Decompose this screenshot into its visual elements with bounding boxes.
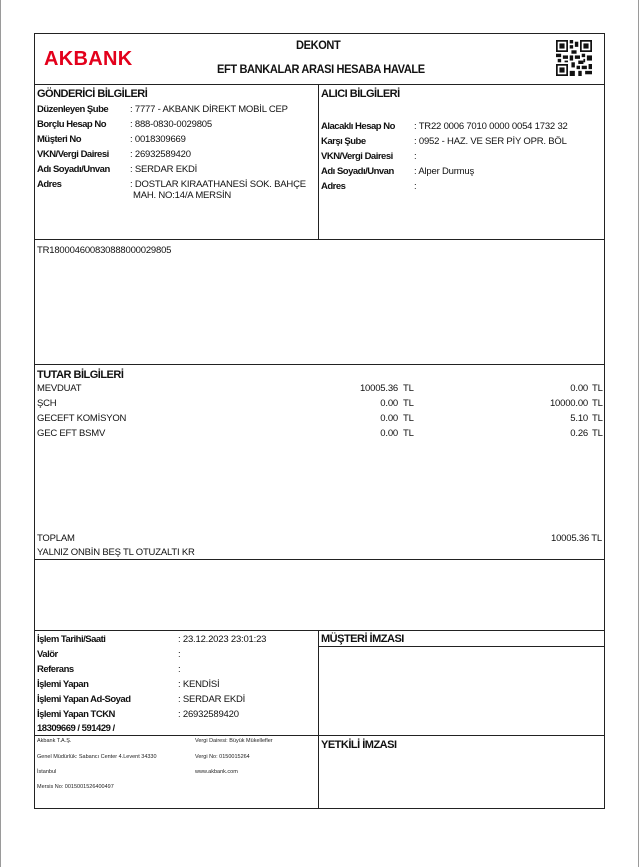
amount-credit-sch: 10000.00: [549, 398, 588, 409]
sender-value-customer-no: : 0018309669: [130, 134, 186, 145]
transaction-label-reference: Referans: [37, 664, 74, 675]
amount-label-sch: ŞCH: [37, 398, 57, 409]
divider: [34, 735, 605, 736]
amount-in-words: YALNIZ ONBİN BEŞ TL OTUZALTI KR: [37, 547, 195, 558]
amount-debit-commission: 0.00: [380, 413, 398, 424]
amount-credit-currency-commission: TL: [592, 413, 603, 424]
sender-heading: GÖNDERİCİ BİLGİLERİ: [37, 88, 148, 100]
divider: [34, 364, 605, 365]
transaction-value-performer-name: : SERDAR EKDİ: [178, 694, 246, 705]
divider: [318, 646, 605, 647]
receiver-label-tax: VKN/Vergi Dairesi: [321, 151, 393, 162]
akbank-logo: AKBANK: [44, 48, 133, 70]
receiver-value-address: :: [414, 181, 417, 192]
divider: [318, 630, 319, 809]
receiver-label-address: Adres: [321, 181, 346, 192]
receiver-label-account: Alacaklı Hesap No: [321, 121, 395, 132]
amount-credit-deposit: 0.00: [570, 383, 588, 394]
amount-credit-bsmv: 0.26: [570, 428, 588, 439]
footer-tax-office: Vergi Dairesi: Büyük Mükellefler: [195, 738, 273, 744]
transaction-ref-code: 18309669 / 591429 /: [37, 723, 115, 734]
transaction-value-value-date: :: [178, 649, 181, 660]
amount-debit-sch: 0.00: [380, 398, 398, 409]
transaction-label-performer: İşlemi Yapan: [37, 679, 89, 690]
amount-debit-deposit: 10005.36: [359, 383, 398, 394]
receiver-value-tax: :: [414, 151, 417, 162]
transaction-label-date: İşlem Tarihi/Saati: [37, 634, 106, 645]
amount-credit-currency-deposit: TL: [592, 383, 603, 394]
sender-label-tax: VKN/Vergi Dairesi: [37, 149, 109, 160]
sender-label-account: Borçlu Hesap No: [37, 119, 107, 130]
sender-label-branch: Düzenleyen Şube: [37, 104, 109, 115]
footer-bank-name: Akbank T.A.Ş.: [37, 738, 72, 744]
divider: [34, 559, 605, 560]
amount-debit-currency-deposit: TL: [403, 383, 414, 394]
receiver-heading: ALICI BİLGİLERİ: [321, 88, 400, 100]
receiver-value-account: : TR22 0006 7010 0000 0054 1732 32: [414, 121, 568, 132]
footer-bank-address: Genel Müdürlük: Sabancı Center 4.Levent 34330: [37, 754, 157, 760]
sender-value-tax: : 26932589420: [130, 149, 191, 160]
divider: [34, 239, 605, 240]
amount-debit-currency-commission: TL: [403, 413, 414, 424]
qr-code-icon: [556, 40, 592, 76]
customer-signature-label: MÜŞTERİ İMZASI: [321, 633, 404, 645]
document-subtitle: EFT BANKALAR ARASI HESABA HAVALE: [217, 62, 425, 76]
divider: [34, 84, 605, 85]
document-title: DEKONT: [296, 38, 341, 52]
amount-label-bsmv: GEC EFT BSMV: [37, 428, 106, 439]
receiver-value-name: : Alper Durmuş: [414, 166, 475, 177]
authorized-signature-label: YETKİLİ İMZASI: [321, 739, 397, 751]
divider: [318, 84, 319, 240]
sender-label-address: Adres: [37, 179, 62, 190]
sender-label-name: Adı Soyadı/Unvan: [37, 164, 110, 175]
amount-heading: TUTAR BİLGİLERİ: [37, 369, 124, 381]
transaction-label-performer-name: İşlemi Yapan Ad-Soyad: [37, 694, 131, 705]
footer-mersis-no: Mersis No: 0015001526400497: [37, 784, 114, 790]
transfer-description: TR180004600830888000029805: [37, 245, 172, 256]
sender-value-account: : 888-0830-0029805: [130, 119, 212, 130]
amount-credit-commission: 5.10: [570, 413, 588, 424]
transaction-label-performer-tckn: İşlemi Yapan TCKN: [37, 709, 115, 720]
amount-label-commission: GECEFT KOMİSYON: [37, 413, 127, 424]
receiver-value-branch: : 0952 - HAZ. VE SER PİY OPR. BÖL: [414, 136, 567, 147]
receiver-label-name: Adı Soyadı/Unvan: [321, 166, 394, 177]
sender-value-name: : SERDAR EKDİ: [130, 164, 198, 175]
total-label: TOPLAM: [37, 533, 75, 544]
divider: [34, 630, 605, 631]
footer-tax-no: Vergi No: 0150015264: [195, 754, 250, 760]
footer-bank-city: İstanbul: [37, 769, 57, 775]
transaction-value-performer: : KENDİSİ: [178, 679, 220, 690]
amount-debit-currency-sch: TL: [403, 398, 414, 409]
footer-website: www.akbank.com: [195, 769, 238, 775]
amount-credit-currency-bsmv: TL: [592, 428, 603, 439]
total-value: 10005.36 TL: [551, 533, 602, 544]
transaction-value-performer-tckn: : 26932589420: [178, 709, 239, 720]
transaction-value-reference: :: [178, 664, 181, 675]
amount-credit-currency-sch: TL: [592, 398, 603, 409]
sender-value-address: : DOSTLAR KIRAATHANESİ SOK. BAHÇE: [130, 179, 306, 190]
receiver-label-branch: Karşı Şube: [321, 136, 366, 147]
sender-value-branch: : 7777 - AKBANK DİREKT MOBİL CEP: [130, 104, 288, 115]
sender-label-customer-no: Müşteri No: [37, 134, 82, 145]
transaction-value-date: : 23.12.2023 23:01:23: [178, 634, 267, 645]
sender-value-address-line2: MAH. NO:14/A MERSİN: [133, 190, 232, 201]
transaction-label-value-date: Valör: [37, 649, 58, 660]
amount-label-deposit: MEVDUAT: [37, 383, 82, 394]
amount-debit-bsmv: 0.00: [380, 428, 398, 439]
amount-debit-currency-bsmv: TL: [403, 428, 414, 439]
